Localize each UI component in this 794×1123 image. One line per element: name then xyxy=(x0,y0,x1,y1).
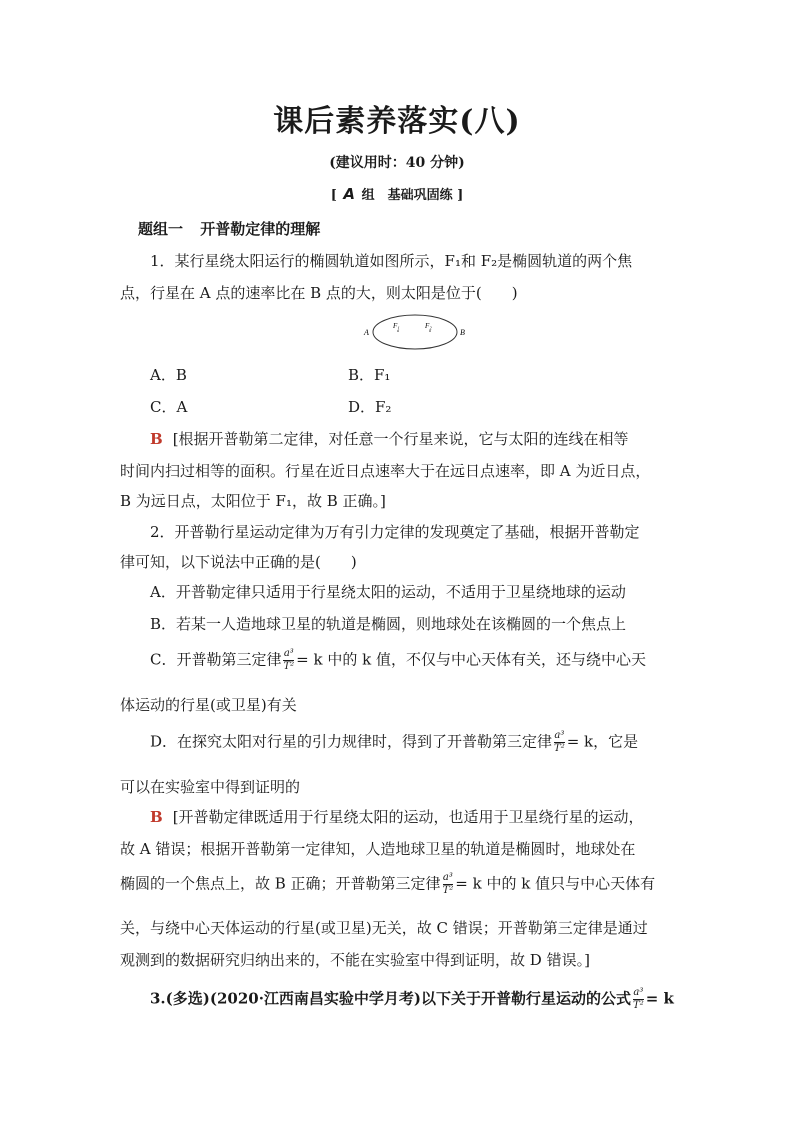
q2-option-d-post: = k，它是 xyxy=(566,732,639,751)
formula-numerator: a³ xyxy=(283,648,294,659)
kepler-formula xyxy=(633,987,644,1012)
topic-heading xyxy=(138,218,698,239)
q1-option-b: B．F₁ xyxy=(348,366,391,384)
q2-exp3-pre: 椭圆的一个焦点上，故 B 正确；开普勒第三定律 xyxy=(120,874,441,893)
q2-stem-line1: 2．开普勒行星运动定律为万有引力定律的发现奠定了基础，根据开普勒定 xyxy=(150,523,640,541)
formula-numerator: a³ xyxy=(554,730,565,741)
q1-option-a: A．B xyxy=(150,366,187,384)
q3-stem-post: = k xyxy=(645,989,674,1008)
formula-denominator: T² xyxy=(554,743,565,754)
q2-option-b: B．若某一人造地球卫星的轨道是椭圆，则地球处在该椭圆的一个焦点上 xyxy=(150,615,627,633)
q2-exp1-text: [开普勒定律既适用于行星绕太阳的运动，也适用于卫星绕行星的运动， xyxy=(172,808,644,826)
q2-explanation-line3 xyxy=(120,872,680,897)
q1-stem-line2: 点，行星在 A 点的速率比在 B 点的大，则太阳是位于( ) xyxy=(120,284,518,302)
focus-f1-dot xyxy=(397,330,399,332)
figure-label-f2: F₂ xyxy=(425,322,432,330)
q1-option-d: D．F₂ xyxy=(348,398,392,416)
formula-numerator: a³ xyxy=(442,872,453,883)
q2-option-c-pre: C．开普勒第三定律 xyxy=(150,650,282,669)
focus-f2-dot xyxy=(429,330,431,332)
q2-answer: B xyxy=(150,808,163,826)
formula-denominator: T² xyxy=(633,1000,644,1011)
q2-option-c-line2: 体运动的行星(或卫星)有关 xyxy=(120,696,297,714)
q2-exp3-post: = k 中的 k 值只与中心天体有 xyxy=(455,874,656,893)
q2-explanation-line2: 故 A 错误；根据开普勒第一定律知，人造地球卫星的轨道是椭圆时，地球处在 xyxy=(120,840,636,858)
kepler-formula xyxy=(554,730,565,755)
q2-option-d xyxy=(150,730,680,755)
figure-label-b: B xyxy=(460,328,465,337)
formula-numerator: a³ xyxy=(633,987,644,998)
q3-stem-line1 xyxy=(150,987,680,1012)
q3-stem-pre: 3.(多选)(2020·江西南昌实验中学月考)以下关于开普勒行星运动的公式 xyxy=(150,989,632,1008)
q1-explanation-line1 xyxy=(150,428,680,449)
topic-tag: 题组一 xyxy=(138,220,184,238)
page-title: 课后素养落实(八) xyxy=(273,104,521,139)
figure-label-f1: F₁ xyxy=(393,322,400,330)
q1-answer: B xyxy=(150,430,163,448)
group-label: 组 基础巩固练 xyxy=(361,188,453,203)
kepler-formula xyxy=(443,872,454,897)
q1-stem-line1: 1．某行星绕太阳运行的椭圆轨道如图所示，F₁和 F₂是椭圆轨道的两个焦 xyxy=(150,252,633,270)
suggested-time: (建议用时：40 分钟) xyxy=(329,155,465,171)
q2-option-d-line2: 可以在实验室中得到证明的 xyxy=(120,778,301,796)
orbit-ellipse xyxy=(373,315,457,349)
formula-denominator: T² xyxy=(442,885,454,896)
q1-option-c: C．A xyxy=(150,398,188,416)
group-bracket-close: ] xyxy=(457,188,464,203)
q2-option-d-pre: D．在探究太阳对行星的引力规律时，得到了开普勒第三定律 xyxy=(150,732,553,751)
q2-explanation-line1 xyxy=(150,806,680,827)
kepler-formula xyxy=(283,648,294,673)
q1-explanation-line2: 时间内扫过相等的面积。行星在近日点速率大于在远日点速率，即 A 为近日点， xyxy=(120,462,651,480)
group-tag xyxy=(0,184,794,203)
orbit-figure xyxy=(360,312,470,352)
q2-option-c xyxy=(150,648,680,673)
q1-exp1-text: [根据开普勒第二定律，对任意一个行星来说，它与太阳的连线在相等 xyxy=(172,430,629,448)
q2-explanation-line4: 关，与绕中心天体运动的行星(或卫星)无关，故 C 错误；开普勒第三定律是通过 xyxy=(120,919,648,937)
group-bracket-open: [ xyxy=(330,188,337,203)
q2-explanation-line5: 观测到的数据研究归纳出来的，不能在实验室中得到证明，故 D 错误。] xyxy=(120,951,590,969)
formula-denominator: T² xyxy=(283,661,295,672)
q2-stem-line2: 律可知，以下说法中正确的是( ) xyxy=(120,553,357,571)
group-a-icon: A xyxy=(343,185,356,203)
topic-text: 开普勒定律的理解 xyxy=(200,220,321,238)
q2-option-c-post: = k 中的 k 值，不仅与中心天体有关，还与绕中心天 xyxy=(296,650,646,669)
q2-option-a: A．开普勒定律只适用于行星绕太阳的运动，不适用于卫星绕地球的运动 xyxy=(150,583,626,601)
q1-explanation-line3: B 为远日点，太阳位于 F₁，故 B 正确。] xyxy=(120,492,386,510)
figure-label-a: A xyxy=(364,328,369,337)
